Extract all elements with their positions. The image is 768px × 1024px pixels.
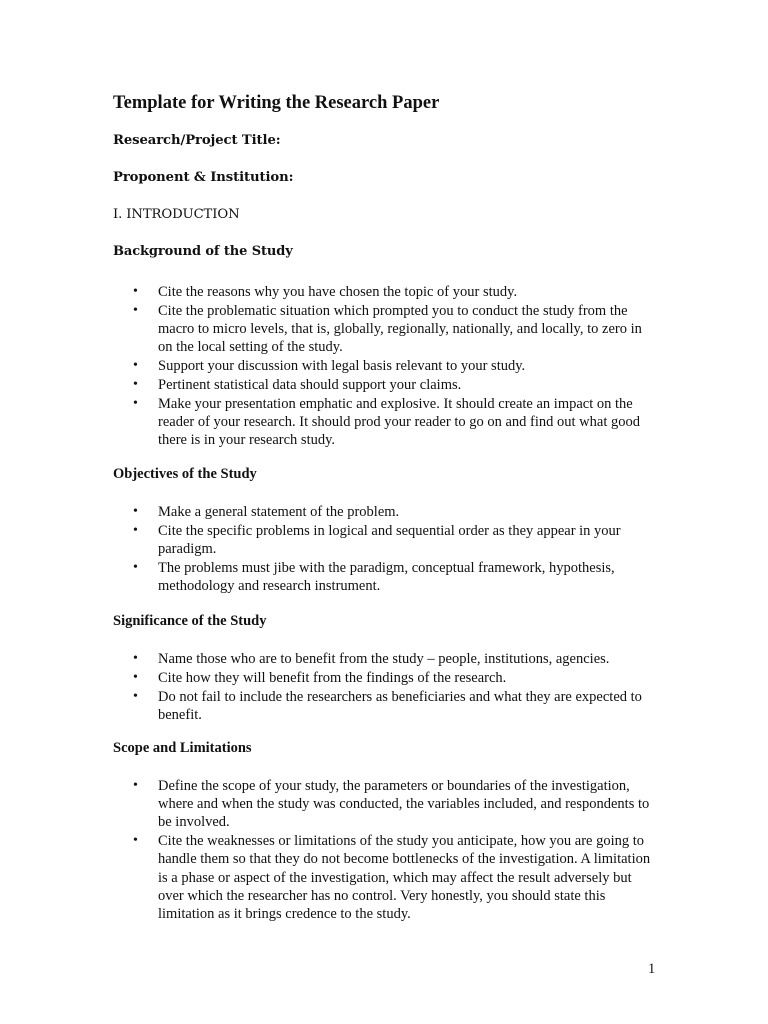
list-item: • Cite the problematic situation which prompted you to conduct the study from the macro to micro levels, that is, globally, regionally, nationally, and locally, to zero in on the local setting of the study.	[133, 302, 642, 356]
page-number: 1	[648, 961, 656, 977]
significance-heading: Significance of the Study	[113, 613, 267, 629]
bullet-icon: •	[133, 833, 138, 849]
project-title-label: Research/Project Title:	[113, 133, 281, 148]
list-item: • Cite the reasons why you have chosen the topic of your study.	[133, 284, 518, 300]
background-list	[113, 283, 658, 450]
list-item: • Support your discussion with legal basis relevant to your study.	[133, 358, 526, 374]
bullet-icon: •	[133, 376, 138, 392]
significance-list	[113, 650, 658, 725]
objectives-list	[113, 503, 658, 596]
bullet-icon: •	[133, 358, 138, 373]
bullet-icon: •	[133, 395, 138, 411]
document-title: Template for Writing the Research Paper	[113, 93, 440, 113]
bullet-icon: •	[133, 559, 138, 575]
objectives-heading: Objectives of the Study	[113, 466, 257, 482]
bullet-icon: •	[133, 504, 138, 519]
bullet-icon: •	[133, 284, 138, 299]
list-item: • Name those who are to benefit from the study – people, institutions, agencies.	[133, 651, 610, 667]
scope-heading: Scope and Limitations	[113, 740, 252, 756]
list-item: • The problems must jibe with the paradigm, conceptual framework, hypothesis, methodology and research instrument.	[133, 559, 615, 594]
list-item: • Cite the weaknesses or limitations of the study you anticipate, how you are going to handle them so that they do not become bottlenecks of the investigation. A limitation is a phase or aspect of the investigation, which may affect the result adversely but over which the researcher has no control. Very honestly, you should state this limitation as it brings credence to the study.	[133, 833, 651, 923]
bullet-icon: •	[133, 778, 138, 793]
list-item: • Do not fail to include the researchers as beneficiaries and what they are expected to benefit.	[133, 688, 642, 723]
scope-list	[113, 777, 658, 924]
list-item: • Pertinent statistical data should support your claims.	[133, 376, 462, 393]
bullet-icon: •	[133, 522, 138, 538]
background-heading: Background of the Study	[113, 244, 293, 259]
bullet-icon: •	[133, 669, 138, 685]
introduction-heading: I. INTRODUCTION	[113, 207, 240, 222]
bullet-icon: •	[133, 651, 138, 666]
proponent-institution-label: Proponent & Institution:	[113, 170, 294, 185]
list-item: • Cite the specific problems in logical and sequential order as they appear in your paradigm.	[133, 522, 621, 557]
list-item: • Make a general statement of the problem.	[133, 504, 400, 520]
list-item: • Make your presentation emphatic and explosive. It should create an impact on the reader of your research. It should prod your reader to go on and find out what good there is in your research study.	[133, 395, 640, 448]
list-item: • Define the scope of your study, the parameters or boundaries of the investigation, where and when the study was conducted, the variables included, and respondents to be involved.	[133, 778, 650, 831]
bullet-icon: •	[133, 688, 138, 704]
bullet-icon: •	[133, 302, 138, 318]
list-item: • Cite how they will benefit from the findings of the research.	[133, 669, 507, 686]
